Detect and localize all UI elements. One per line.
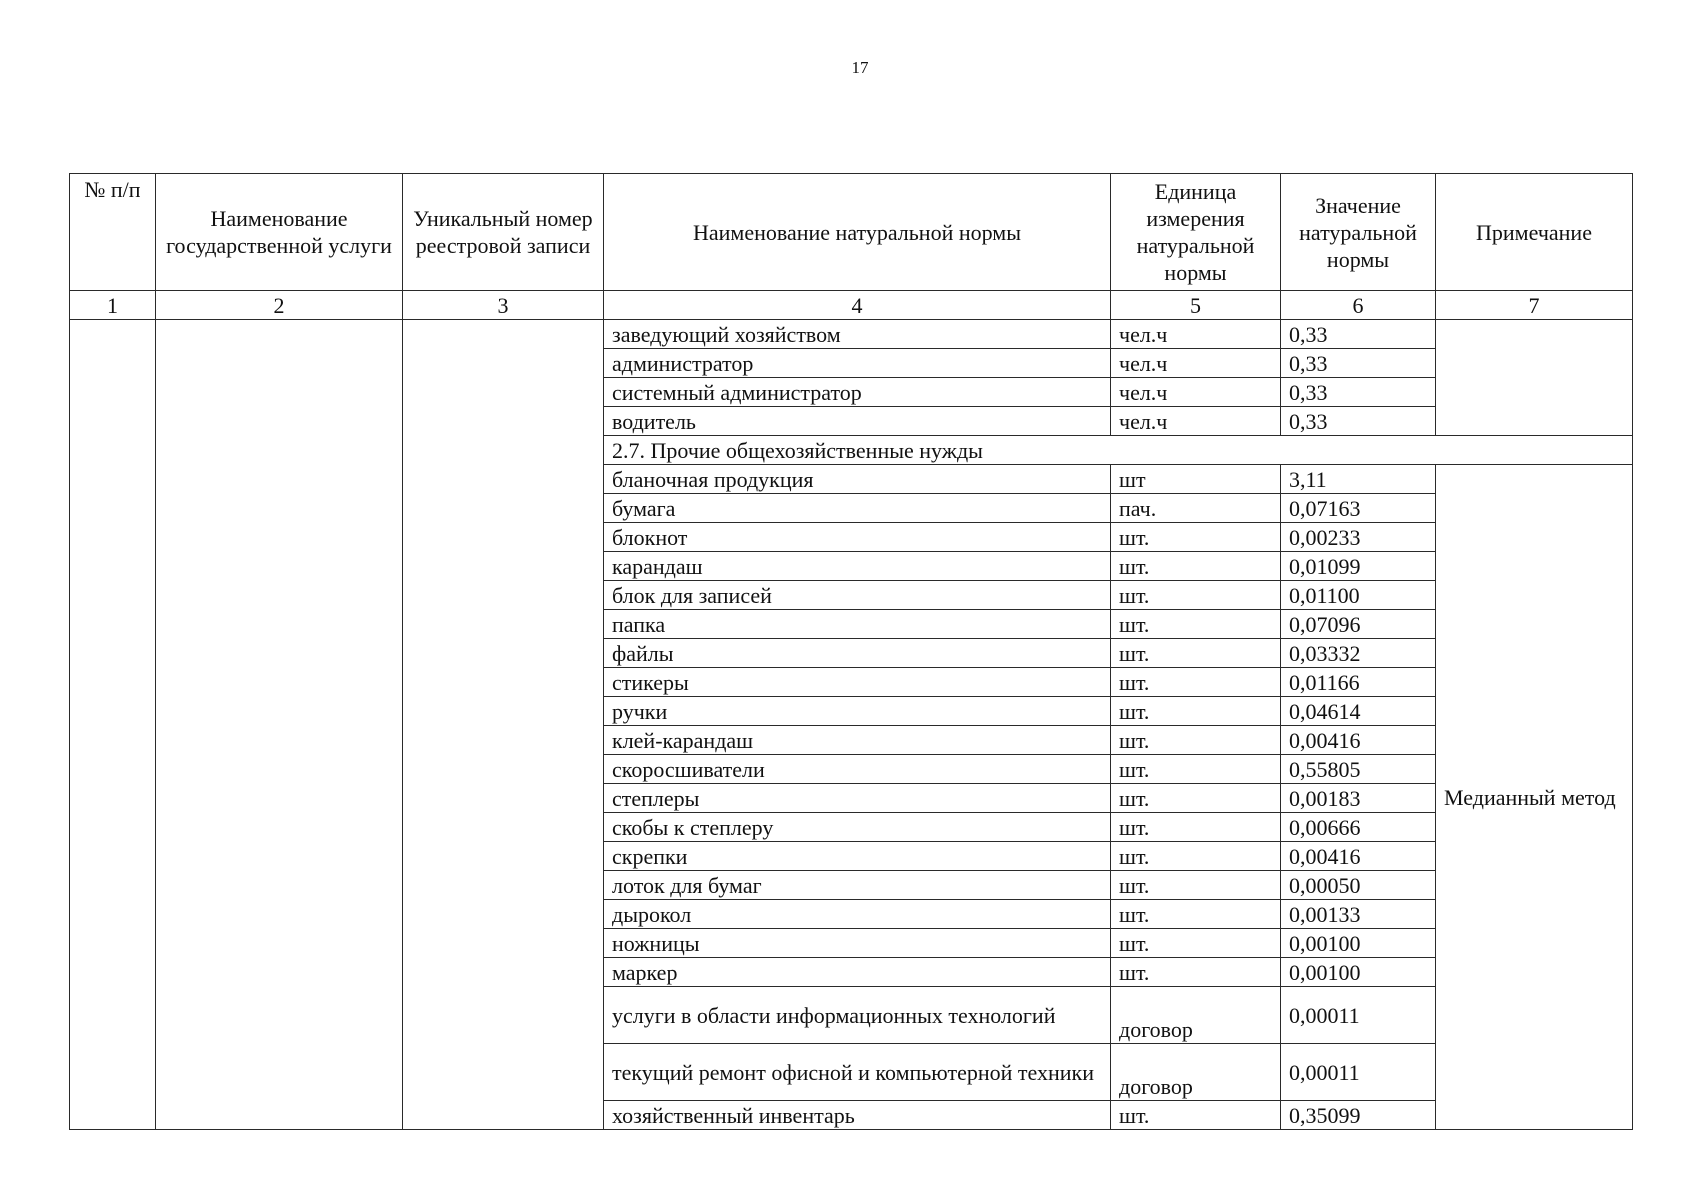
norm-unit: шт.: [1111, 813, 1281, 842]
norm-value: 0,33: [1281, 407, 1436, 436]
column-number: 3: [403, 291, 604, 320]
norm-value: 0,01099: [1281, 552, 1436, 581]
norm-value: 0,33: [1281, 378, 1436, 407]
empty-service-cell: [156, 320, 403, 1130]
natural-norms-table: [69, 173, 1633, 1130]
norm-value: 0,01100: [1281, 581, 1436, 610]
norm-name: скоросшиватели: [604, 755, 1111, 784]
norm-value: 0,33: [1281, 349, 1436, 378]
norm-unit: чел.ч: [1111, 378, 1281, 407]
norm-name: бумага: [604, 494, 1111, 523]
table-row: [70, 320, 1633, 349]
norm-value: 0,00233: [1281, 523, 1436, 552]
norm-name: скрепки: [604, 842, 1111, 871]
norm-value: 0,01166: [1281, 668, 1436, 697]
norm-unit: шт.: [1111, 668, 1281, 697]
norm-name: файлы: [604, 639, 1111, 668]
norm-unit: пач.: [1111, 494, 1281, 523]
empty-note-cell: [1436, 320, 1633, 436]
norm-unit: шт.: [1111, 900, 1281, 929]
page-number: 17: [851, 58, 869, 77]
norm-unit: шт.: [1111, 726, 1281, 755]
norm-value: 0,00011: [1281, 1044, 1436, 1101]
norm-unit: шт.: [1111, 523, 1281, 552]
norm-unit: шт.: [1111, 929, 1281, 958]
norm-name: дырокол: [604, 900, 1111, 929]
norm-value: 0,00133: [1281, 900, 1436, 929]
norm-unit: шт.: [1111, 639, 1281, 668]
header-unit: Единица измерения натуральной нормы: [1111, 174, 1281, 291]
header-norm-name: Наименование натуральной нормы: [604, 174, 1111, 291]
norm-name: водитель: [604, 407, 1111, 436]
norm-unit: шт.: [1111, 1101, 1281, 1130]
norm-name: хозяйственный инвентарь: [604, 1101, 1111, 1130]
empty-number-cell: [70, 320, 156, 1130]
norm-name: стикеры: [604, 668, 1111, 697]
header-value: Значение натуральной нормы: [1281, 174, 1436, 291]
norm-unit: договор: [1111, 987, 1281, 1044]
norm-name: маркер: [604, 958, 1111, 987]
norm-value: 0,00011: [1281, 987, 1436, 1044]
empty-registry-cell: [403, 320, 604, 1130]
norm-value: 0,33: [1281, 320, 1436, 349]
norm-value: 0,00100: [1281, 958, 1436, 987]
norm-value: 0,00100: [1281, 929, 1436, 958]
norm-unit: чел.ч: [1111, 349, 1281, 378]
norm-unit: шт.: [1111, 784, 1281, 813]
norm-name: папка: [604, 610, 1111, 639]
norm-name: ручки: [604, 697, 1111, 726]
norm-value: 0,00050: [1281, 871, 1436, 900]
norm-unit: шт.: [1111, 871, 1281, 900]
norm-value: 0,04614: [1281, 697, 1436, 726]
norm-unit: шт.: [1111, 697, 1281, 726]
norm-name: системный администратор: [604, 378, 1111, 407]
column-number: 1: [70, 291, 156, 320]
table-header: [70, 174, 1633, 320]
norm-value: 0,35099: [1281, 1101, 1436, 1130]
norm-unit: шт.: [1111, 755, 1281, 784]
note-cell: Медианный метод: [1436, 465, 1633, 1130]
section-title: 2.7. Прочие общехозяйственные нужды: [604, 436, 1633, 465]
norm-name: карандаш: [604, 552, 1111, 581]
norm-name: бланочная продукция: [604, 465, 1111, 494]
norm-unit: чел.ч: [1111, 407, 1281, 436]
norm-unit: шт.: [1111, 958, 1281, 987]
norm-value: 0,00416: [1281, 842, 1436, 871]
norm-name: блок для записей: [604, 581, 1111, 610]
norm-name: ножницы: [604, 929, 1111, 958]
column-number: 4: [604, 291, 1111, 320]
norm-unit: шт.: [1111, 842, 1281, 871]
header-service-name: Наименование государственной услуги: [156, 174, 403, 291]
header-note: Примечание: [1436, 174, 1633, 291]
norm-value: 3,11: [1281, 465, 1436, 494]
norm-value: 0,00183: [1281, 784, 1436, 813]
column-number: 5: [1111, 291, 1281, 320]
norm-value: 0,55805: [1281, 755, 1436, 784]
header-registry-number: Уникальный номер реестровой записи: [403, 174, 604, 291]
norm-unit: шт: [1111, 465, 1281, 494]
norm-value: 0,00666: [1281, 813, 1436, 842]
column-numbers-row: [70, 291, 1633, 320]
norm-name: клей-карандаш: [604, 726, 1111, 755]
norm-unit: шт.: [1111, 552, 1281, 581]
norm-value: 0,07163: [1281, 494, 1436, 523]
norm-name: услуги в области информационных технологий: [604, 987, 1111, 1044]
norm-value: 0,03332: [1281, 639, 1436, 668]
column-number: 2: [156, 291, 403, 320]
column-number: 7: [1436, 291, 1633, 320]
norm-name: скобы к степлеру: [604, 813, 1111, 842]
norm-name: заведующий хозяйством: [604, 320, 1111, 349]
norm-name: администратор: [604, 349, 1111, 378]
header-number: № п/п: [70, 174, 156, 291]
norm-unit: шт.: [1111, 610, 1281, 639]
table-body: [70, 320, 1633, 1130]
norm-value: 0,00416: [1281, 726, 1436, 755]
norm-unit: договор: [1111, 1044, 1281, 1101]
norm-name: текущий ремонт офисной и компьютерной техники: [604, 1044, 1111, 1101]
norm-name: степлеры: [604, 784, 1111, 813]
column-number: 6: [1281, 291, 1436, 320]
norm-value: 0,07096: [1281, 610, 1436, 639]
norm-unit: чел.ч: [1111, 320, 1281, 349]
norm-unit: шт.: [1111, 581, 1281, 610]
norm-name: лоток для бумаг: [604, 871, 1111, 900]
norm-name: блокнот: [604, 523, 1111, 552]
